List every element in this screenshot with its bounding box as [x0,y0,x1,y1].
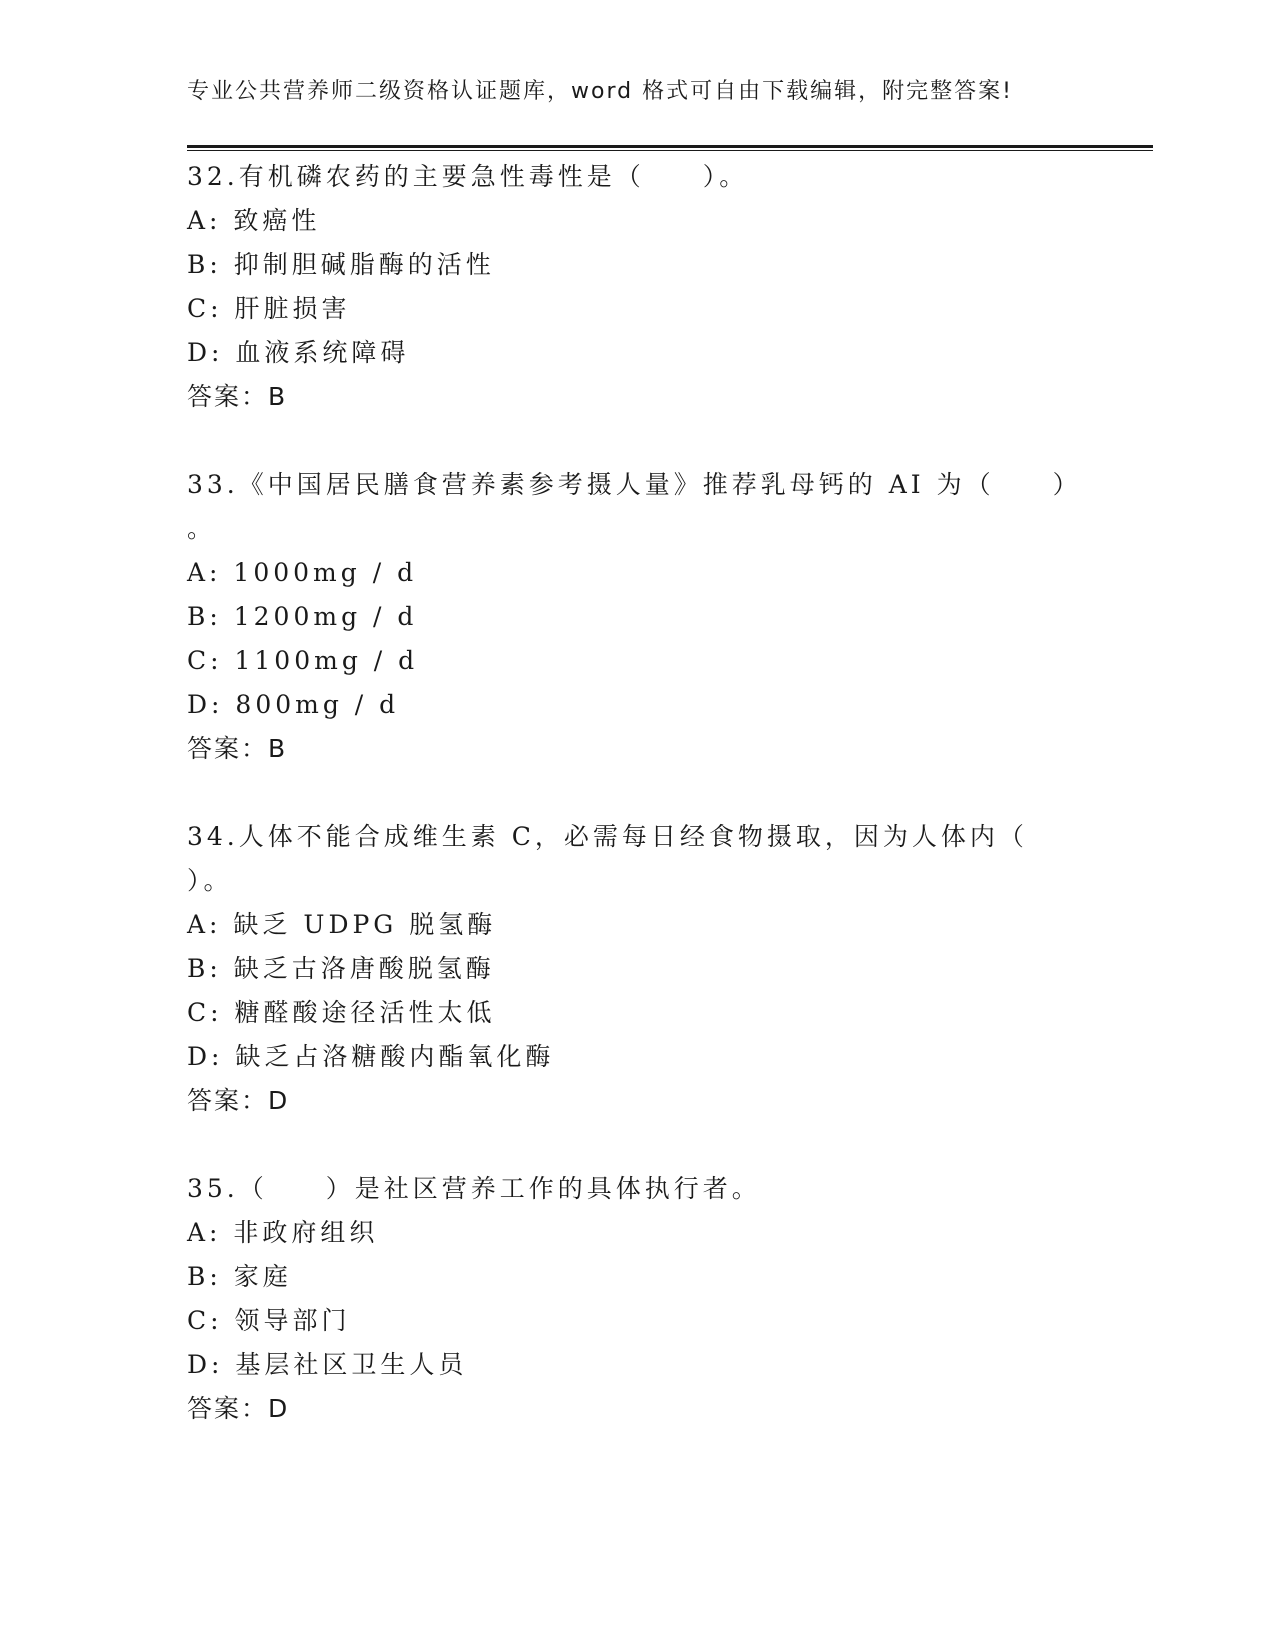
question-35-option-c: C: 领导部门 [187,1306,351,1335]
question-32-option-b: B: 抑制胆碱脂酶的活性 [187,250,495,279]
question-34-answer: 答案：D [187,1086,290,1115]
question-34-stem-cont: ）。 [187,866,233,895]
question-34-option-b: B: 缺乏古洛唐酸脱氢酶 [187,954,495,983]
page-header: 专业公共营养师二级资格认证题库，word 格式可自由下载编辑，附完整答案! [187,79,1013,104]
question-34-option-c: C: 糖醛酸途径活性太低 [187,998,496,1027]
question-33-option-b: B: 1200mg / d [187,602,418,631]
question-35-stem: 35.（ ）是社区营养工作的具体执行者。 [187,1174,761,1203]
question-34-option-d: D: 缺乏占洛糖酸内酯氧化酶 [187,1042,555,1071]
header-rule-thin [187,150,1153,151]
question-33-stem-cont: 。 [187,514,217,543]
question-35-answer: 答案：D [187,1394,290,1423]
question-35-option-d: D: 基层社区卫生人员 [187,1350,468,1379]
question-34-option-a: A: 缺乏 UDPG 脱氢酶 [187,910,497,939]
question-32-answer: 答案：B [187,382,288,411]
question-33-stem: 33.《中国居民膳食营养素参考摄人量》推荐乳母钙的 AI 为（ ） [187,470,1082,499]
question-32-option-a: A: 致癌性 [187,206,321,235]
question-32-option-d: D: 血液系统障碍 [187,338,410,367]
header-rule-thick [187,145,1153,148]
question-33-answer: 答案：B [187,734,288,763]
question-32-stem: 32.有机磷农药的主要急性毒性是（ ）。 [187,162,749,191]
question-35-option-b: B: 家庭 [187,1262,292,1291]
question-34-stem: 34.人体不能合成维生素 C，必需每日经食物摄取，因为人体内（ [187,822,1028,851]
question-33-option-d: D: 800mg / d [187,690,400,719]
question-32-option-c: C: 肝脏损害 [187,294,351,323]
question-35-option-a: A: 非政府组织 [187,1218,379,1247]
question-33-option-a: A: 1000mg / d [187,558,418,587]
question-33-option-c: C: 1100mg / d [187,646,419,675]
